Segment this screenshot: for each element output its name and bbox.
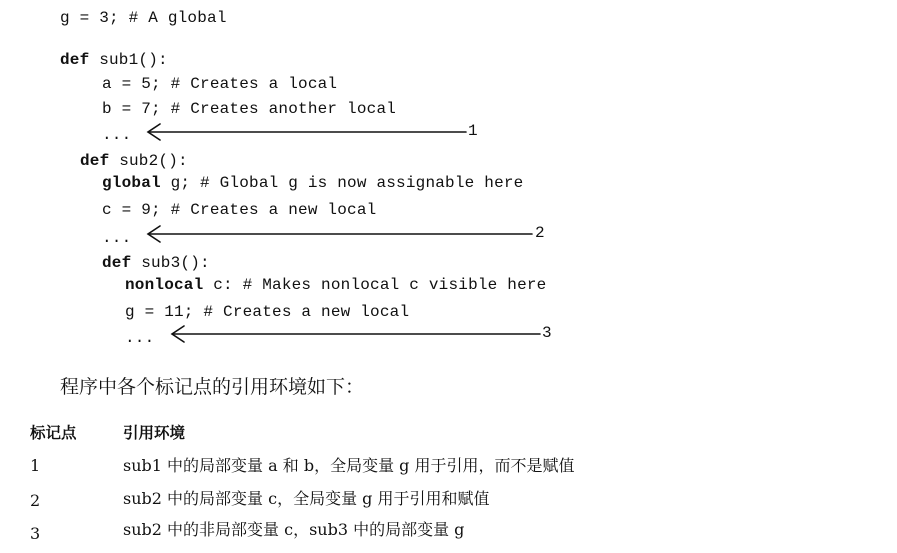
row-environment: sub1 中的局部变量 a 和 b，全局变量 g 用于引用，而不是赋值 <box>123 456 575 475</box>
marker-label-3: 3 <box>542 324 552 342</box>
code-text: sub1(): <box>89 51 168 69</box>
code-text: ... <box>102 126 132 144</box>
code-text: a = 5; # Creates a local <box>102 75 338 93</box>
row-point: 1 <box>30 456 41 475</box>
code-text: g = 3; # A global <box>60 9 227 27</box>
keyword-global: global <box>102 174 161 192</box>
code-text: c = 9; # Creates a new local <box>102 201 377 219</box>
code-text: g; # Global g is now assignable here <box>160 174 524 192</box>
marker-label-2: 2 <box>535 224 545 242</box>
section-caption: 程序中各个标记点的引用环境如下： <box>60 376 365 398</box>
keyword-def: def <box>80 152 110 170</box>
table-header-environment: 引用环境 <box>123 424 186 442</box>
code-text: b = 7; # Creates another local <box>102 100 397 118</box>
code-text: ... <box>102 229 132 247</box>
code-text: c: # Makes nonlocal c visible here <box>203 276 547 294</box>
row-point: 3 <box>30 524 41 543</box>
keyword-nonlocal: nonlocal <box>125 276 204 294</box>
row-environment: sub2 中的局部变量 c，全局变量 g 用于引用和赋值 <box>123 489 490 508</box>
row-environment: sub2 中的非局部变量 c，sub3 中的局部变量 g <box>123 520 465 539</box>
arrow-3 <box>172 326 540 342</box>
code-text: sub3(): <box>131 254 210 272</box>
row-point: 2 <box>30 491 41 510</box>
code-text: sub2(): <box>109 152 188 170</box>
arrow-1 <box>148 124 466 140</box>
arrow-2 <box>148 226 532 242</box>
marker-label-1: 1 <box>468 122 478 140</box>
code-text: ... <box>125 329 155 347</box>
table-header-point: 标记点 <box>30 424 77 442</box>
keyword-def: def <box>60 51 90 69</box>
keyword-def: def <box>102 254 132 272</box>
code-text: g = 11; # Creates a new local <box>125 303 410 321</box>
